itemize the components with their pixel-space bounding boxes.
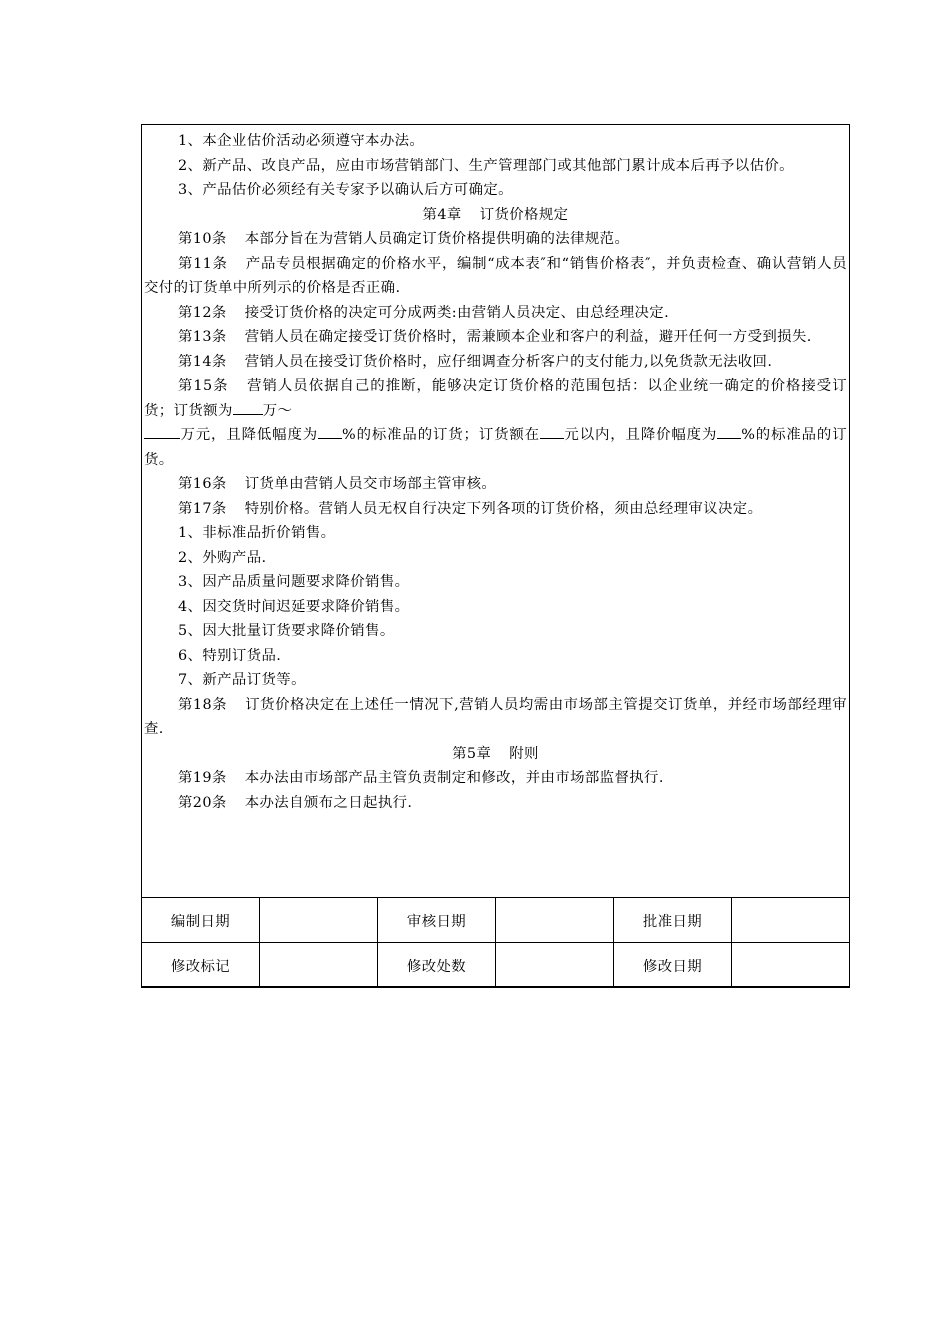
approval-date-value[interactable]	[732, 898, 850, 943]
special-item: 7、新产品订货等。	[178, 672, 306, 688]
review-date-label: 审核日期	[378, 898, 496, 943]
article-18-label: 第18条	[178, 696, 228, 713]
chapter-4-title: 订货价格规定	[479, 206, 569, 223]
document-body	[142, 129, 849, 898]
article-15-text-3: 万元，且降低幅度为	[180, 427, 319, 443]
article-14-label: 第14条	[178, 353, 227, 370]
table-row	[142, 943, 850, 988]
article-15-text-5: 元以内，且降价幅度为	[563, 427, 718, 443]
article-17-label: 第17条	[178, 500, 227, 517]
fill-blank-amount-min	[233, 399, 263, 415]
chapter-5-number: 第5章	[452, 745, 492, 762]
article-11-text: 产品专员根据确定的价格水平，编制“成本表″和“销售价格表″，并负责检查、确认营销人员交付的订货单中所列示的价格是否正确.	[144, 255, 847, 296]
special-item: 6、特别订货品.	[178, 647, 282, 664]
sign-off-table	[141, 897, 850, 988]
article-12-label: 第12条	[178, 304, 227, 321]
special-item: 1、非标准品折价销售。	[178, 525, 336, 541]
fill-blank-amount-limit	[540, 423, 564, 439]
article-15-text-1: 营销人员依据自己的推断，能够决定订货价格的范围包括：以企业统一确定的价格接受订货；订货额为	[144, 378, 847, 419]
revision-date-label: 修改日期	[614, 943, 732, 988]
article-15-text-6: %的标准品的订货。	[144, 427, 847, 468]
article-19-label: 第19条	[178, 770, 227, 786]
article-13-text: 营销人员在确定接受订货价格时，需兼顾本企业和客户的利益，避开任何一方受到损失.	[244, 329, 812, 345]
article-19	[144, 766, 847, 791]
article-17	[144, 497, 847, 522]
revision-date-value[interactable]	[732, 943, 850, 988]
article-14-text: 营销人员在接受订货价格时，应仔细调查分析客户的支付能力,以免货款无法收回.	[244, 353, 773, 370]
fill-blank-discount-1	[318, 423, 342, 439]
article-11-label: 第11条	[178, 255, 228, 272]
article-10-label: 第10条	[178, 231, 227, 247]
special-item: 3、因产品质量问题要求降价销售。	[178, 574, 410, 590]
paragraph-item-1: 1、本企业估价活动必须遵守本办法。	[178, 133, 425, 149]
article-14	[144, 350, 847, 375]
article-16-text: 订货单由营销人员交市场部主管审核。	[244, 476, 497, 492]
approval-date-label: 批准日期	[614, 898, 732, 943]
special-item: 2、外购产品.	[178, 549, 267, 566]
article-15-text-2: 万～	[262, 402, 293, 419]
special-item: 5、因大批量订货要求降价销售。	[178, 623, 395, 639]
chapter-5-heading	[144, 742, 847, 767]
article-16	[144, 472, 847, 497]
special-item: 4、因交货时间迟延要求降价销售。	[178, 598, 410, 615]
revision-mark-value[interactable]	[260, 943, 378, 988]
article-13	[144, 325, 847, 350]
article-10-text: 本部分旨在为营销人员确定订货价格提供明确的法律规范。	[244, 231, 630, 247]
article-12-text: 接受订货价格的决定可分成两类:由营销人员决定、由总经理决定.	[244, 304, 670, 321]
revision-count-value[interactable]	[496, 943, 614, 988]
chapter-4-number: 第4章	[422, 206, 462, 223]
article-19-text: 本办法由市场部产品主管负责制定和修改，并由市场部监督执行.	[244, 770, 664, 786]
article-13-label: 第13条	[178, 329, 227, 345]
article-18	[144, 693, 847, 742]
chapter-4-heading	[144, 203, 847, 228]
table-row	[142, 898, 850, 943]
article-18-text: 订货价格决定在上述任一情况下,营销人员均需由市场部主管提交订货单，并经市场部经理审查.	[144, 696, 847, 737]
article-15-text-4: %的标准品的订货；订货额在	[342, 427, 540, 443]
article-17-text: 特别价格。营销人员无权自行决定下列各项的订货价格，须由总经理审议决定。	[244, 500, 763, 517]
revision-count-label: 修改处数	[378, 943, 496, 988]
paragraph-item-3: 3、产品估价必须经有关专家予以确认后方可确定。	[178, 182, 513, 198]
document-frame	[141, 124, 850, 987]
article-15	[144, 374, 847, 472]
fill-blank-amount-max	[144, 423, 180, 439]
article-16-label: 第16条	[178, 476, 227, 492]
article-20-text: 本办法自颁布之日起执行.	[244, 794, 413, 811]
article-15-label: 第15条	[178, 378, 229, 394]
revision-mark-label: 修改标记	[142, 943, 260, 988]
article-10	[144, 227, 847, 252]
compile-date-value[interactable]	[260, 898, 378, 943]
article-20	[144, 791, 847, 816]
compile-date-label: 编制日期	[142, 898, 260, 943]
article-12	[144, 301, 847, 326]
article-20-label: 第20条	[178, 794, 227, 811]
review-date-value[interactable]	[496, 898, 614, 943]
chapter-5-title: 附则	[509, 745, 539, 762]
paragraph-item-2: 2、新产品、改良产品，应由市场营销部门、生产管理部门或其他部门累计成本后再予以估价。	[178, 157, 794, 174]
article-11	[144, 252, 847, 301]
fill-blank-discount-2	[717, 423, 741, 439]
